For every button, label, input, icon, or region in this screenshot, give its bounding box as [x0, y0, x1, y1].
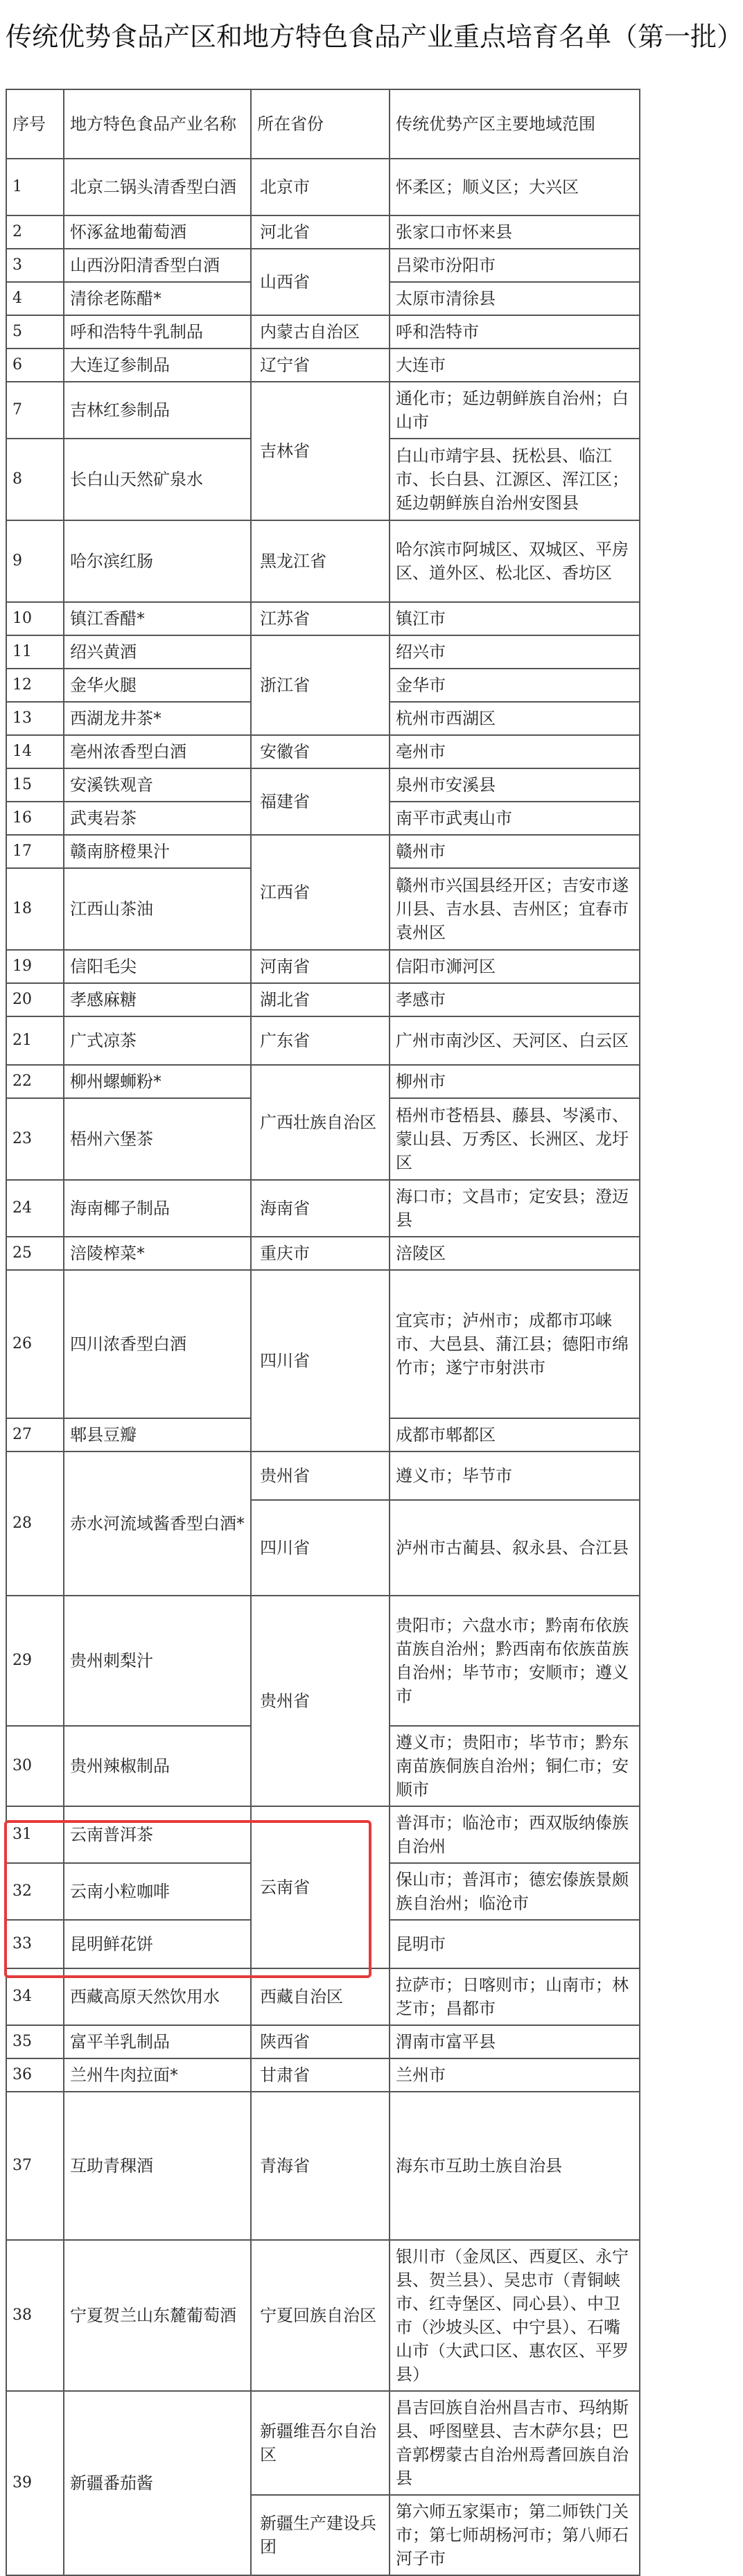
province: 黑龙江省	[251, 520, 390, 602]
product-name: 长白山天然矿泉水	[64, 439, 251, 520]
product-name: 金华火腿	[64, 669, 251, 702]
product-name: 涪陵榨菜*	[64, 1237, 251, 1270]
region-range: 大连市	[390, 349, 640, 382]
row-number: 27	[6, 1418, 64, 1452]
region-range: 昌吉回族自治州昌吉市、玛纳斯县、呼图壁县、吉木萨尔县；巴音郭楞蒙古自治州焉耆回族自治县	[390, 2391, 640, 2495]
product-name: 赣南脐橙果汁	[64, 835, 251, 868]
region-range: 哈尔滨市阿城区、双城区、平房区、道外区、松北区、香坊区	[390, 520, 640, 602]
province: 福建省	[251, 768, 390, 835]
page-title: 传统优势食品产区和地方特色食品产业重点培育名单（第一批）	[6, 21, 743, 52]
table-row	[6, 1806, 640, 1863]
region-range: 赣州市	[390, 835, 640, 868]
product-name: 清徐老陈醋*	[64, 282, 251, 315]
product-name: 互助青稞酒	[64, 2092, 251, 2240]
product-name: 柳州螺蛳粉*	[64, 1065, 251, 1098]
product-name: 西湖龙井茶*	[64, 702, 251, 735]
region-range: 金华市	[390, 669, 640, 702]
product-name: 吉林红参制品	[64, 382, 251, 439]
header-no: 序号	[6, 89, 64, 159]
province: 广西壮族自治区	[251, 1065, 390, 1180]
table-row	[6, 2025, 640, 2058]
table-row	[6, 315, 640, 349]
table-row	[6, 2092, 640, 2240]
region-range: 宜宾市；泸州市；成都市邛崃市、大邑县、蒲江县；德阳市绵竹市；遂宁市射洪市	[390, 1270, 640, 1418]
row-number: 33	[6, 1920, 64, 1968]
region-range: 梧州市苍梧县、藤县、岑溪市、蒙山县、万秀区、长洲区、龙圩区	[390, 1098, 640, 1180]
region-range: 怀柔区；顺义区；大兴区	[390, 159, 640, 215]
region-range: 南平市武夷山市	[390, 802, 640, 835]
province: 西藏自治区	[251, 1968, 390, 2025]
province: 贵州省	[251, 1596, 390, 1806]
product-name: 云南普洱茶	[64, 1806, 251, 1863]
region-range: 第六师五家渠市；第二师铁门关市；第七师胡杨河市；第八师石河子市	[390, 2495, 640, 2575]
header-row	[6, 89, 640, 159]
region-range: 通化市；延边朝鲜族自治州；白山市	[390, 382, 640, 439]
region-range: 镇江市	[390, 602, 640, 635]
row-number: 4	[6, 282, 64, 315]
row-number: 7	[6, 382, 64, 439]
row-number: 2	[6, 215, 64, 249]
product-name: 海南椰子制品	[64, 1180, 251, 1237]
province: 四川省	[251, 1270, 390, 1452]
province: 辽宁省	[251, 349, 390, 382]
product-name: 怀涿盆地葡萄酒	[64, 215, 251, 249]
row-number: 12	[6, 669, 64, 702]
product-name: 江西山茶油	[64, 868, 251, 950]
row-number: 9	[6, 520, 64, 602]
header-range: 传统优势产区主要地域范围	[390, 89, 640, 159]
table-row	[6, 1180, 640, 1237]
province: 浙江省	[251, 635, 390, 735]
table-row	[6, 950, 640, 983]
province: 重庆市	[251, 1237, 390, 1270]
row-number: 5	[6, 315, 64, 349]
product-name: 广式凉茶	[64, 1016, 251, 1065]
product-name: 信阳毛尖	[64, 950, 251, 983]
row-number: 6	[6, 349, 64, 382]
product-name: 北京二锅头清香型白酒	[64, 159, 251, 215]
region-range: 成都市郫都区	[390, 1418, 640, 1452]
product-name: 云南小粒咖啡	[64, 1863, 251, 1920]
region-range: 亳州市	[390, 735, 640, 768]
product-name: 呼和浩特牛乳制品	[64, 315, 251, 349]
row-number: 8	[6, 439, 64, 520]
row-number: 30	[6, 1726, 64, 1806]
table-row	[6, 1065, 640, 1098]
region-range: 信阳市浉河区	[390, 950, 640, 983]
region-range: 泉州市安溪县	[390, 768, 640, 802]
table-row	[6, 1968, 640, 2025]
product-name: 赤水河流域酱香型白酒*	[64, 1452, 251, 1596]
province: 湖北省	[251, 983, 390, 1016]
province: 北京市	[251, 159, 390, 215]
product-name: 富平羊乳制品	[64, 2025, 251, 2058]
header-name: 地方特色食品产业名称	[64, 89, 251, 159]
region-range: 杭州市西湖区	[390, 702, 640, 735]
row-number: 19	[6, 950, 64, 983]
product-name: 兰州牛肉拉面*	[64, 2058, 251, 2092]
table-row	[6, 215, 640, 249]
region-range: 海口市；文昌市；定安县；澄迈县	[390, 1180, 640, 1237]
row-number: 18	[6, 868, 64, 950]
row-number: 13	[6, 702, 64, 735]
region-range: 涪陵区	[390, 1237, 640, 1270]
province: 河南省	[251, 950, 390, 983]
table-row	[6, 2058, 640, 2092]
province: 甘肃省	[251, 2058, 390, 2092]
row-number: 21	[6, 1016, 64, 1065]
product-name: 宁夏贺兰山东麓葡萄酒	[64, 2240, 251, 2391]
region-range: 白山市靖宇县、抚松县、临江市、长白县、江源区、浑江区；延边朝鲜族自治州安图县	[390, 439, 640, 520]
province: 内蒙古自治区	[251, 315, 390, 349]
province: 贵州省	[251, 1452, 390, 1500]
province: 广东省	[251, 1016, 390, 1065]
region-range: 孝感市	[390, 983, 640, 1016]
product-name: 贵州刺梨汁	[64, 1596, 251, 1726]
table-row	[6, 1237, 640, 1270]
row-number: 34	[6, 1968, 64, 2025]
product-name: 哈尔滨红肠	[64, 520, 251, 602]
row-number: 16	[6, 802, 64, 835]
row-number: 10	[6, 602, 64, 635]
row-number: 31	[6, 1806, 64, 1863]
product-name: 山西汾阳清香型白酒	[64, 249, 251, 282]
province: 宁夏回族自治区	[251, 2240, 390, 2391]
row-number: 35	[6, 2025, 64, 2058]
region-range: 银川市（金凤区、西夏区、永宁县、贺兰县）、吴忠市（青铜峡市、红寺堡区、同心县）、中卫市（沙坡头区、中宁县）、石嘴山市（大武口区、惠农区、平罗县）	[390, 2240, 640, 2391]
region-range: 泸州市古蔺县、叙永县、合江县	[390, 1500, 640, 1596]
row-number: 20	[6, 983, 64, 1016]
row-number: 29	[6, 1596, 64, 1726]
product-name: 新疆番茄酱	[64, 2391, 251, 2575]
table-row	[6, 2391, 640, 2495]
table-row	[6, 635, 640, 669]
food-region-table	[6, 89, 640, 2576]
region-range: 太原市清徐县	[390, 282, 640, 315]
region-range: 渭南市富平县	[390, 2025, 640, 2058]
header-province: 所在省份	[251, 89, 390, 159]
region-range: 贵阳市；六盘水市；黔南布依族苗族自治州；黔西南布依族苗族自治州；毕节市；安顺市；遵义市	[390, 1596, 640, 1726]
region-range: 拉萨市；日喀则市；山南市；林芝市；昌都市	[390, 1968, 640, 2025]
product-name: 大连辽参制品	[64, 349, 251, 382]
table-row	[6, 520, 640, 602]
row-number: 26	[6, 1270, 64, 1418]
region-range: 昆明市	[390, 1920, 640, 1968]
product-name: 梧州六堡茶	[64, 1098, 251, 1180]
region-range: 保山市；普洱市；德宏傣族景颇族自治州；临沧市	[390, 1863, 640, 1920]
table-row	[6, 768, 640, 802]
row-number: 14	[6, 735, 64, 768]
province: 四川省	[251, 1500, 390, 1596]
table-row	[6, 249, 640, 282]
province: 青海省	[251, 2092, 390, 2240]
region-range: 呼和浩特市	[390, 315, 640, 349]
table-row	[6, 835, 640, 868]
province: 海南省	[251, 1180, 390, 1237]
product-name: 安溪铁观音	[64, 768, 251, 802]
table-row	[6, 735, 640, 768]
region-range: 普洱市；临沧市；西双版纳傣族自治州	[390, 1806, 640, 1863]
product-name: 郫县豆瓣	[64, 1418, 251, 1452]
row-number: 1	[6, 159, 64, 215]
product-name: 镇江香醋*	[64, 602, 251, 635]
region-range: 赣州市兴国县经开区；吉安市遂川县、吉水县、吉州区；宜春市袁州区	[390, 868, 640, 950]
province: 江西省	[251, 835, 390, 950]
row-number: 37	[6, 2092, 64, 2240]
province: 云南省	[251, 1806, 390, 1968]
product-name: 西藏高原天然饮用水	[64, 1968, 251, 2025]
table-row	[6, 602, 640, 635]
product-name: 四川浓香型白酒	[64, 1270, 251, 1418]
row-number: 17	[6, 835, 64, 868]
table-row	[6, 2240, 640, 2391]
row-number: 36	[6, 2058, 64, 2092]
region-range: 海东市互助土族自治县	[390, 2092, 640, 2240]
province: 安徽省	[251, 735, 390, 768]
region-range: 绍兴市	[390, 635, 640, 669]
product-name: 亳州浓香型白酒	[64, 735, 251, 768]
row-number: 15	[6, 768, 64, 802]
table-row	[6, 1016, 640, 1065]
table-row	[6, 382, 640, 439]
row-number: 28	[6, 1452, 64, 1596]
row-number: 38	[6, 2240, 64, 2391]
region-range: 柳州市	[390, 1065, 640, 1098]
row-number: 11	[6, 635, 64, 669]
province: 陕西省	[251, 2025, 390, 2058]
province: 山西省	[251, 249, 390, 315]
region-range: 吕梁市汾阳市	[390, 249, 640, 282]
province: 新疆生产建设兵团	[251, 2495, 390, 2575]
row-number: 25	[6, 1237, 64, 1270]
table-row	[6, 349, 640, 382]
row-number: 22	[6, 1065, 64, 1098]
row-number: 32	[6, 1863, 64, 1920]
table-row	[6, 1596, 640, 1726]
table-row	[6, 159, 640, 215]
row-number: 3	[6, 249, 64, 282]
table-row	[6, 1452, 640, 1500]
product-name: 贵州辣椒制品	[64, 1726, 251, 1806]
product-name: 武夷岩茶	[64, 802, 251, 835]
province: 吉林省	[251, 382, 390, 520]
region-range: 遵义市；贵阳市；毕节市；黔东南苗族侗族自治州；铜仁市；安顺市	[390, 1726, 640, 1806]
row-number: 39	[6, 2391, 64, 2575]
region-range: 广州市南沙区、天河区、白云区	[390, 1016, 640, 1065]
table-body	[6, 159, 640, 2575]
region-range: 兰州市	[390, 2058, 640, 2092]
row-number: 23	[6, 1098, 64, 1180]
row-number: 24	[6, 1180, 64, 1237]
region-range: 张家口市怀来县	[390, 215, 640, 249]
table-row	[6, 983, 640, 1016]
product-name: 孝感麻糖	[64, 983, 251, 1016]
province: 新疆维吾尔自治区	[251, 2391, 390, 2495]
region-range: 遵义市；毕节市	[390, 1452, 640, 1500]
product-name: 绍兴黄酒	[64, 635, 251, 669]
product-name: 昆明鲜花饼	[64, 1920, 251, 1968]
table-row	[6, 1270, 640, 1418]
province: 江苏省	[251, 602, 390, 635]
province: 河北省	[251, 215, 390, 249]
